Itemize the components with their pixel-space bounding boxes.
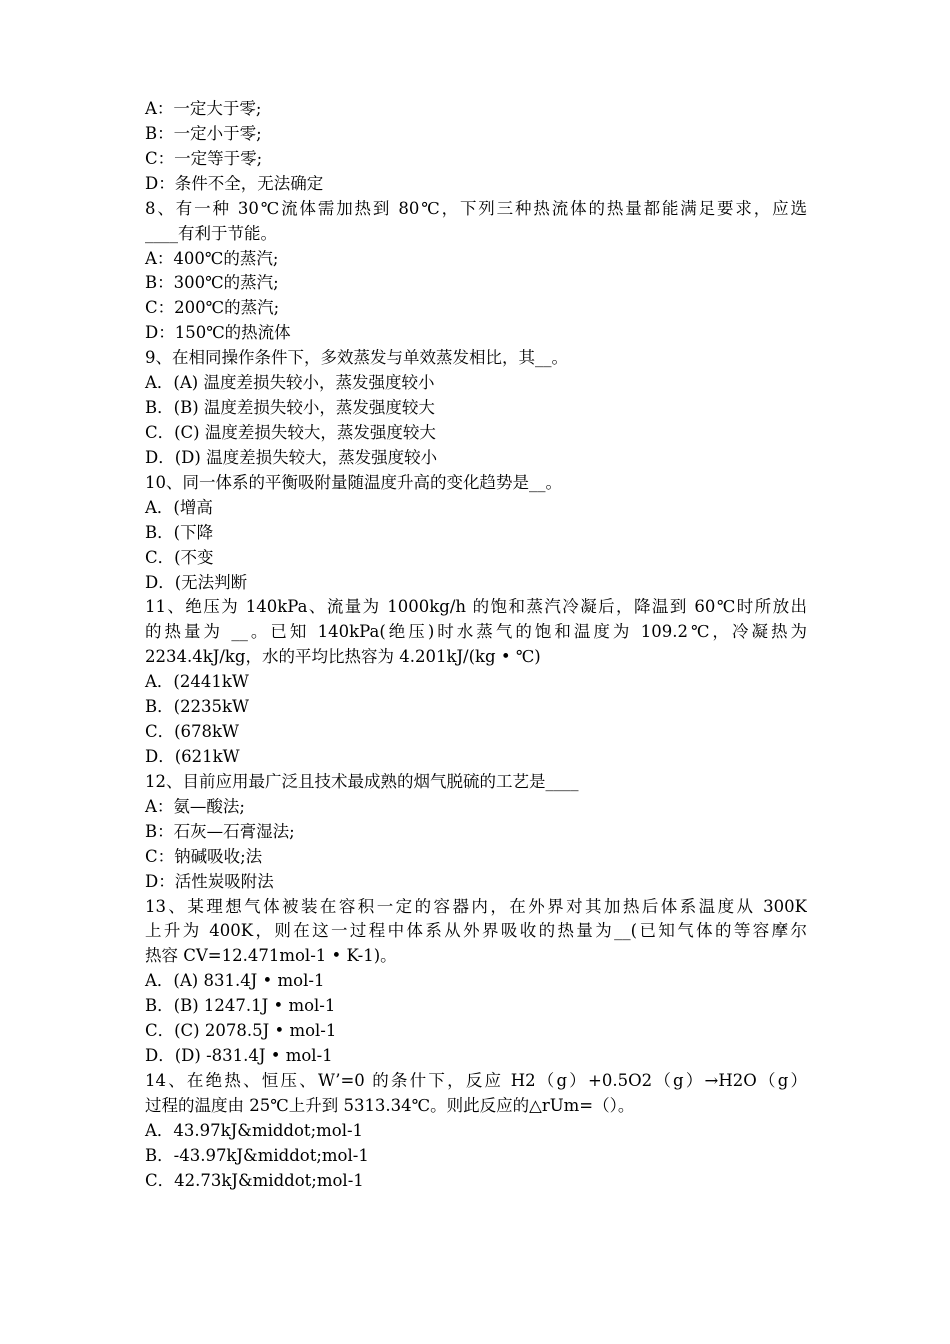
text-line: 12、目前应用最广泛且技术最成熟的烟气脱硫的工艺是____ <box>145 771 579 791</box>
text-line: B．(B) 温度差损失较小，蒸发强度较大 <box>145 398 435 418</box>
text-line: C：钠碱吸收;法 <box>145 846 263 866</box>
text-line: B．(2235kW <box>145 697 250 717</box>
text-line: B：300℃的蒸汽; <box>145 273 279 293</box>
text-line: C．(678kW <box>145 722 240 742</box>
text-line: 9、在相同操作条件下，多效蒸发与单效蒸发相比，其__。 <box>145 348 568 368</box>
text-line: 2234.4kJ/kg，水的平均比热容为 4.201kJ/(kg • ℃) <box>145 647 541 667</box>
text-line: C：一定等于零; <box>145 148 263 168</box>
text-line: B．-43.97kJ&middot;mol-1 <box>145 1145 369 1165</box>
text-line: D：条件不全，无法确定 <box>145 173 324 193</box>
text-line: D．(D) 温度差损失较大，蒸发强度较小 <box>145 447 438 467</box>
text-line: D：活性炭吸附法 <box>145 871 274 891</box>
text-line: 8、有一种 30℃流体需加热到 80℃，下列三种热流体的热量都能满足要求，应选 <box>145 198 807 218</box>
document-body <box>145 97 807 1194</box>
text-line: C：200℃的蒸汽; <box>145 298 280 318</box>
text-line: A．(A) 831.4J • mol-1 <box>145 971 325 991</box>
text-line: B：石灰—石膏湿法; <box>145 821 295 841</box>
text-line: A．(2441kW <box>145 672 249 692</box>
text-line: C．(C) 温度差损失较大，蒸发强度较大 <box>145 422 436 442</box>
text-line: D．(D) -831.4J • mol-1 <box>145 1046 333 1066</box>
text-line: 上升为 400K，则在这一过程中体系从外界吸收的热量为__(已知气体的等容摩尔 <box>145 921 807 941</box>
text-line: A：400℃的蒸汽; <box>145 248 279 268</box>
text-line: 11、绝压为 140kPa、流量为 1000kg/h 的饱和蒸汽冷凝后，降温到 60℃时所放出 <box>145 597 807 617</box>
text-line: A．(增高 <box>145 497 213 517</box>
text-line: C．(不变 <box>145 547 214 567</box>
text-line: 14、在绝热、恒压、W’=0 的条什下，反应 H2（g）+0.5O2（g）→H2O（g） <box>145 1070 807 1090</box>
text-line: 13、某理想气体被装在容积一定的容器内，在外界对其加热后体系温度从 300K <box>145 896 807 916</box>
text-line: A：一定大于零; <box>145 99 262 118</box>
text-line: A．43.97kJ&middot;mol-1 <box>145 1120 364 1140</box>
text-line: D．(621kW <box>145 746 240 766</box>
text-line: 过程的温度由 25℃上升到 5313.34℃。则此反应的△rUm=（）。 <box>145 1095 635 1115</box>
text-line: D：150℃的热流体 <box>145 323 291 343</box>
text-line: B．(B) 1247.1J • mol-1 <box>145 996 336 1016</box>
text-line: A．(A) 温度差损失较小，蒸发强度较小 <box>145 373 435 393</box>
text-line: 的热量为 __。已知 140kPa(绝压)时水蒸气的饱和温度为 109.2℃，冷凝热为 <box>145 622 807 642</box>
text-line: 10、同一体系的平衡吸附量随温度升高的变化趋势是__。 <box>145 472 562 492</box>
text-line: B：一定小于零; <box>145 123 262 143</box>
text-line: 热容 CV=12.471mol-1 • K-1)。 <box>145 946 397 966</box>
text-line: ____有利于节能。 <box>145 223 277 243</box>
text-line: C．(C) 2078.5J • mol-1 <box>145 1021 337 1041</box>
text-line: C．42.73kJ&middot;mol-1 <box>145 1170 364 1190</box>
text-line: A：氨—酸法; <box>145 796 245 816</box>
text-line: D．(无法判断 <box>145 572 248 592</box>
text-line: B．(下降 <box>145 522 214 542</box>
